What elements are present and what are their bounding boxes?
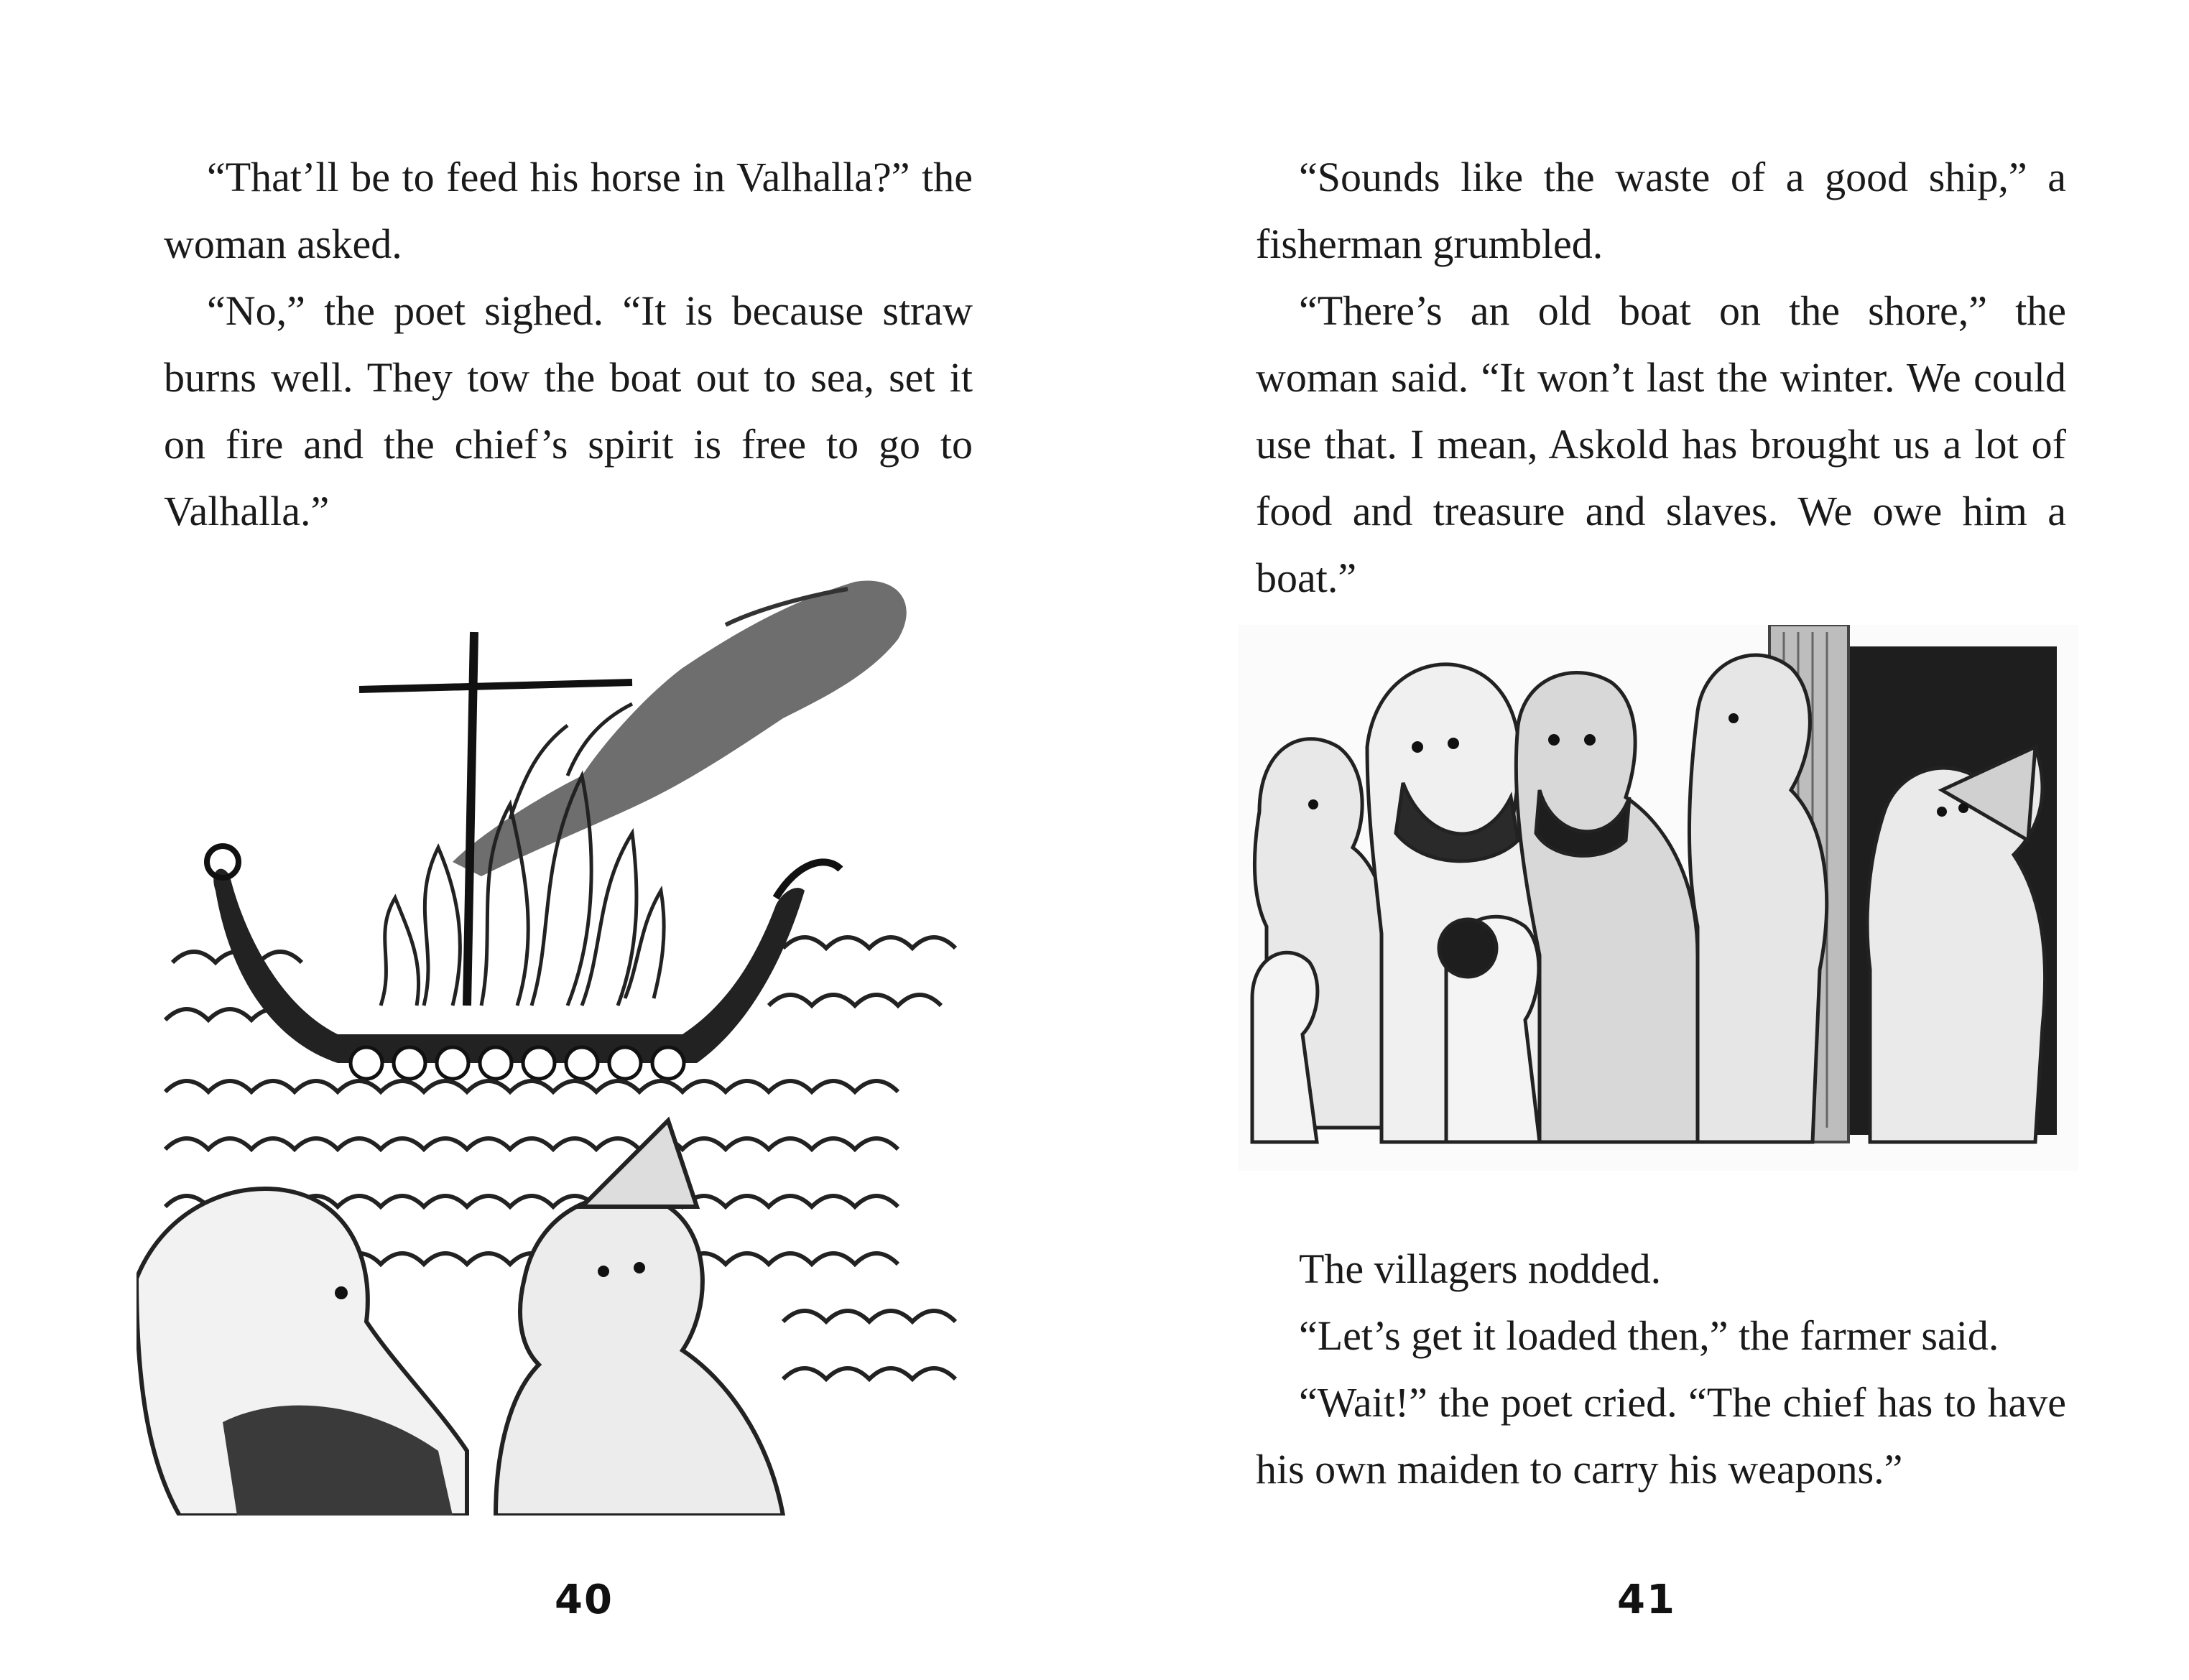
dragon-head-stern <box>776 862 841 898</box>
right-page <box>1094 0 2189 1680</box>
paragraph: The villagers nodded. <box>1299 1245 1662 1292</box>
ship-hull <box>213 869 805 1063</box>
burning-longship-illustration <box>136 560 1013 1516</box>
paragraph: “Let’s get it loaded then,” the farmer said. <box>1299 1312 1999 1359</box>
right-page-top-text <box>1256 144 2066 611</box>
villagers-illustration <box>1238 625 2078 1171</box>
headscarf <box>582 1120 697 1207</box>
woman-figure <box>496 1196 783 1516</box>
smoke-plume <box>453 580 907 876</box>
paragraph: “No,” the poet sighed. “It is because straw burns well. They tow the boat out to sea, set it on fire and the chief’s spirit is free to go to Valhalla.” <box>164 287 973 534</box>
page-number: 41 <box>1617 1577 1676 1623</box>
left-page <box>0 0 1094 1680</box>
paragraph: “Sounds like the waste of a good ship,” a fisherman grumbled. <box>1256 154 2066 267</box>
paragraph: “That’ll be to feed his horse in Valhalla?” the woman asked. <box>164 154 973 267</box>
left-page-text <box>164 144 973 544</box>
page-number: 40 <box>555 1577 614 1623</box>
poet-figure <box>1689 655 1826 1142</box>
right-page-bottom-text <box>1256 1235 2066 1503</box>
paragraph: “Wait!” the poet cried. “The chief has to have his own maiden to carry his weapons.” <box>1256 1379 2066 1493</box>
paragraph: “There’s an old boat on the shore,” the woman said. “It won’t last the winter. We could use that. I mean, Askold has brought us a lot of food and treasure and slaves. We owe him a boat.” <box>1256 287 2066 601</box>
yard <box>359 682 632 690</box>
